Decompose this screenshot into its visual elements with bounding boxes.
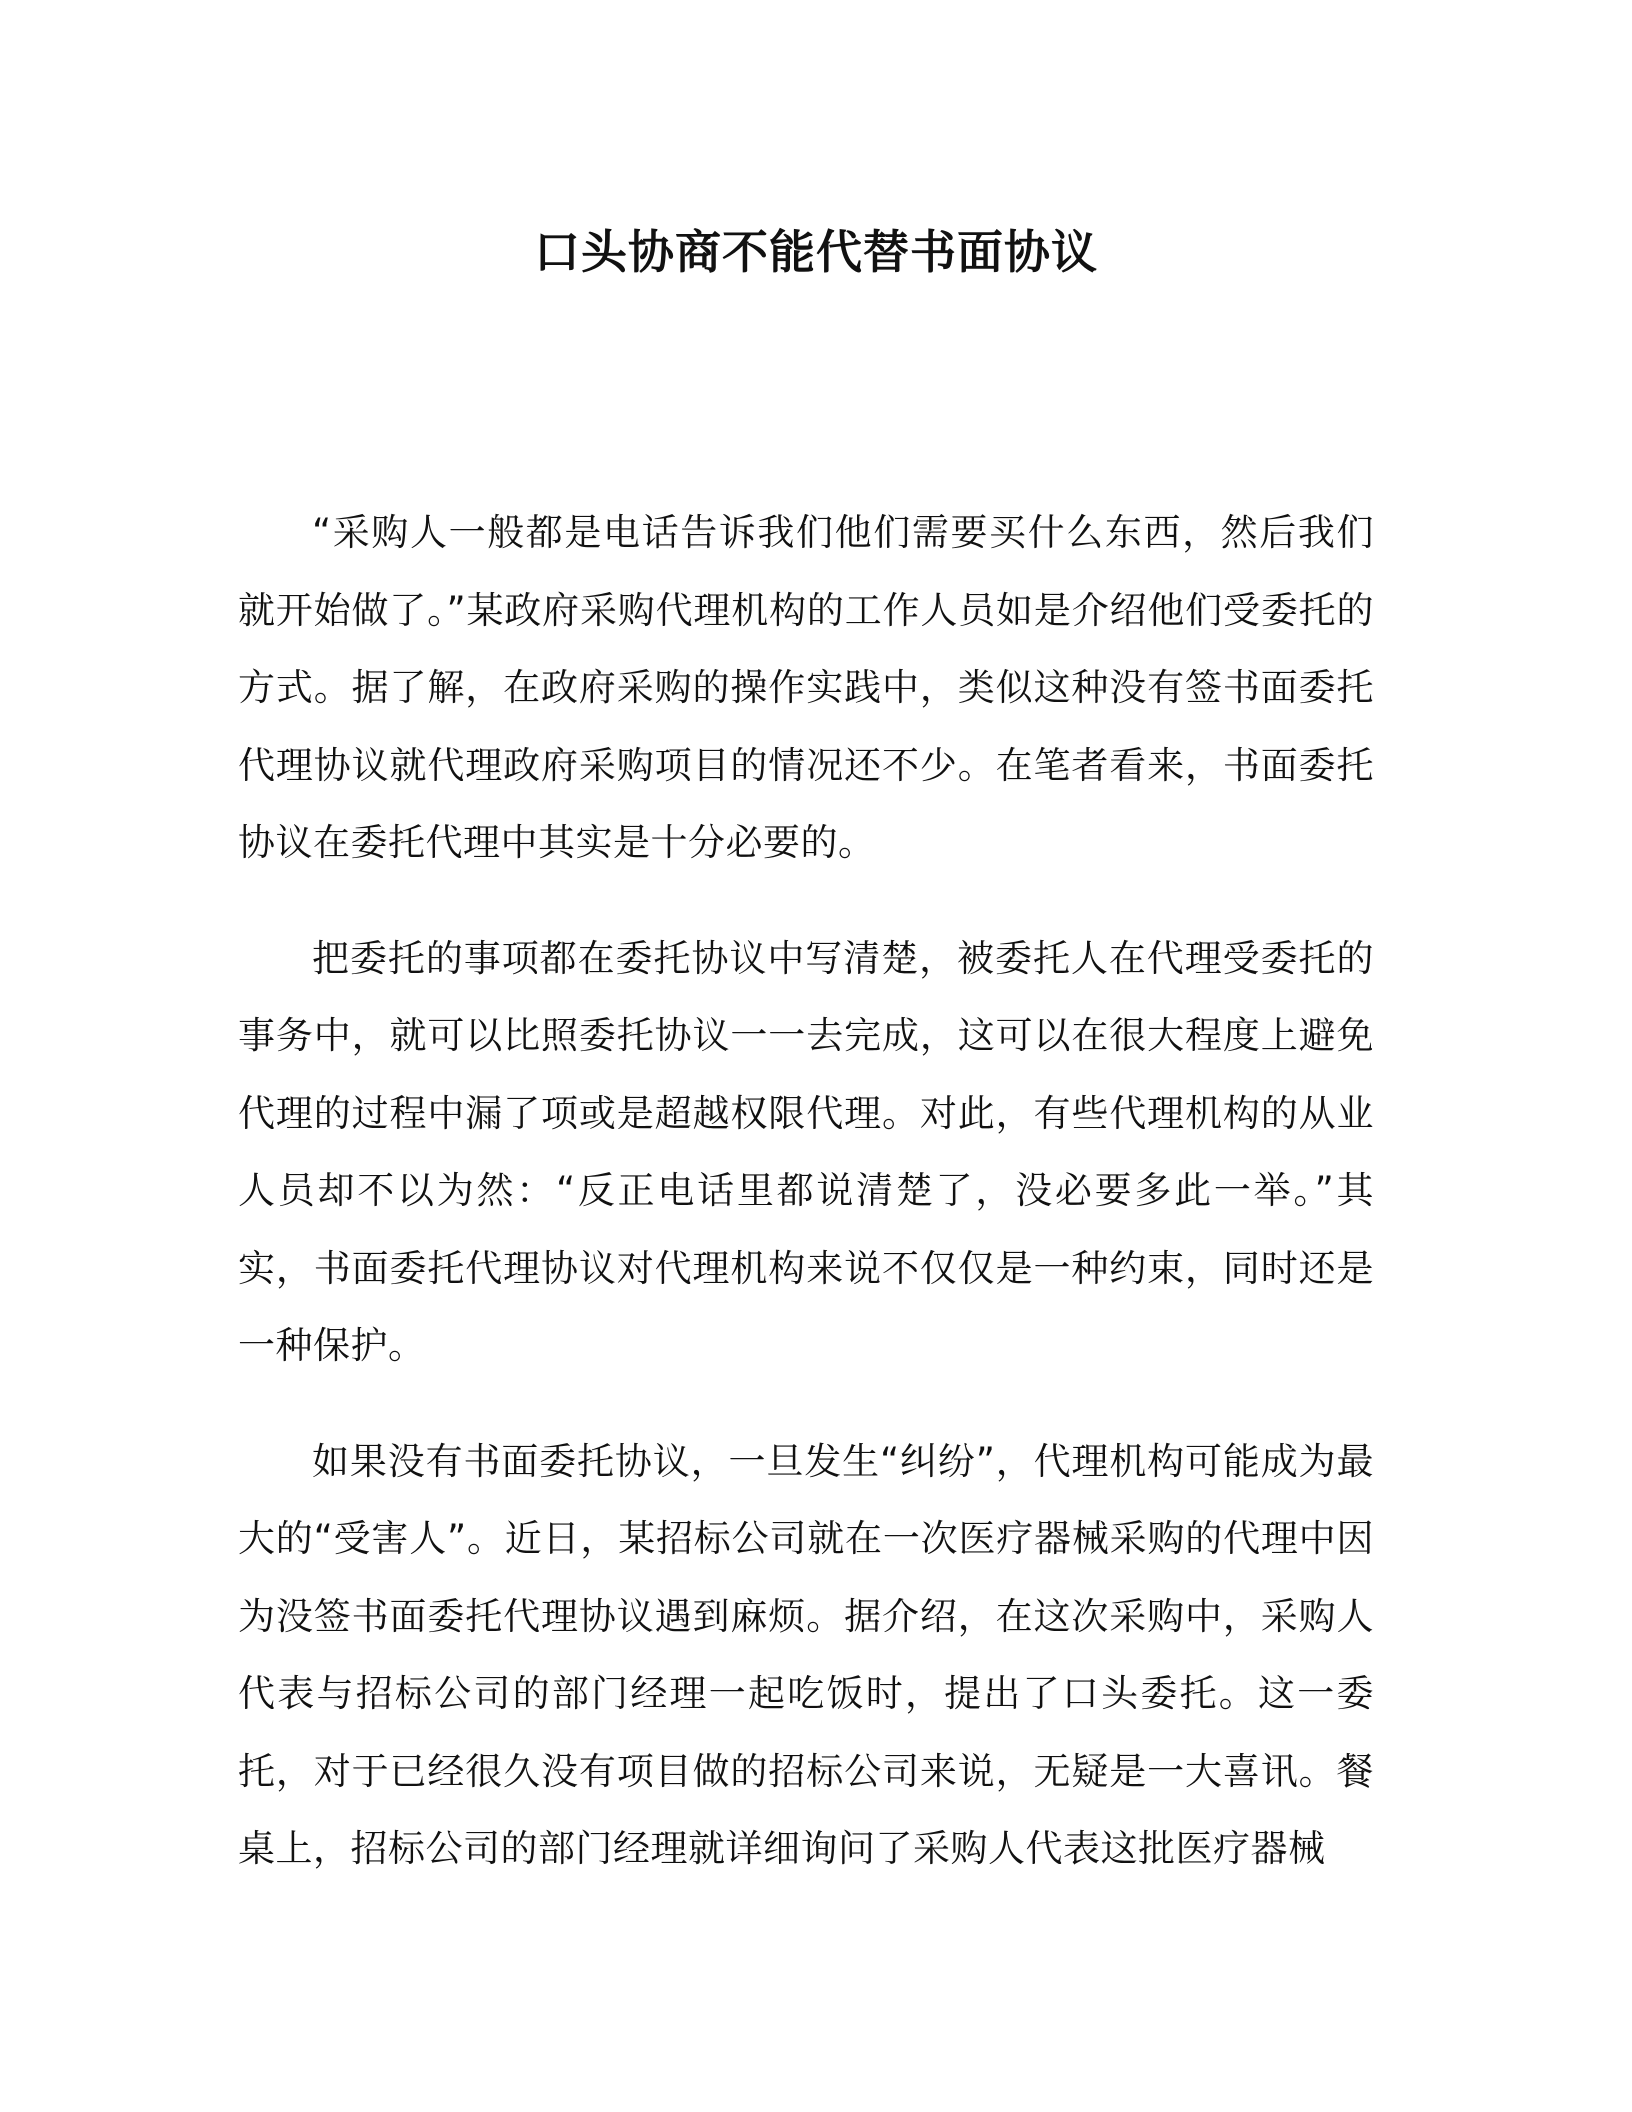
paragraph-1: “采购人一般都是电话告诉我们他们需要买什么东西，然后我们就开始做了。”某政府采购代理机构的工作人员如是介绍他们受委托的方式。据了解，在政府采购的操作实践中，类似这种没有签书面委托代理协议就代理政府采购项目的情况还不少。在笔者看来，书面委托协议在委托代理中其实是十分必要的。 bbox=[238, 511, 1374, 864]
paragraph-2: 把委托的事项都在委托协议中写清楚，被委托人在代理受委托的事务中，就可以比照委托协议一一去完成，这可以在很大程度上避免代理的过程中漏了项或是超越权限代理。对此，有些代理机构的从业人员却不以为然：“反正电话里都说清楚了，没必要多此一举。”其实，书面委托代理协议对代理机构来说不仅仅是一种约束，同时还是一种保护。 bbox=[238, 936, 1374, 1367]
paragraph-3: 如果没有书面委托协议，一旦发生“纠纷”，代理机构可能成为最大的“受害人”。近日，某招标公司就在一次医疗器械采购的代理中因为没签书面委托代理协议遇到麻烦。据介绍，在这次采购中，采购人代表与招标公司的部门经理一起吃饭时，提出了口头委托。这一委托，对于已经很久没有项目做的招标公司来说，无疑是一大喜讯。餐桌上，招标公司的部门经理就详细询问了采购人代表这批医疗器械 bbox=[238, 1439, 1374, 1870]
document-title: 口头协商不能代替书面协议 bbox=[534, 225, 1098, 279]
document-body bbox=[238, 494, 1374, 1926]
